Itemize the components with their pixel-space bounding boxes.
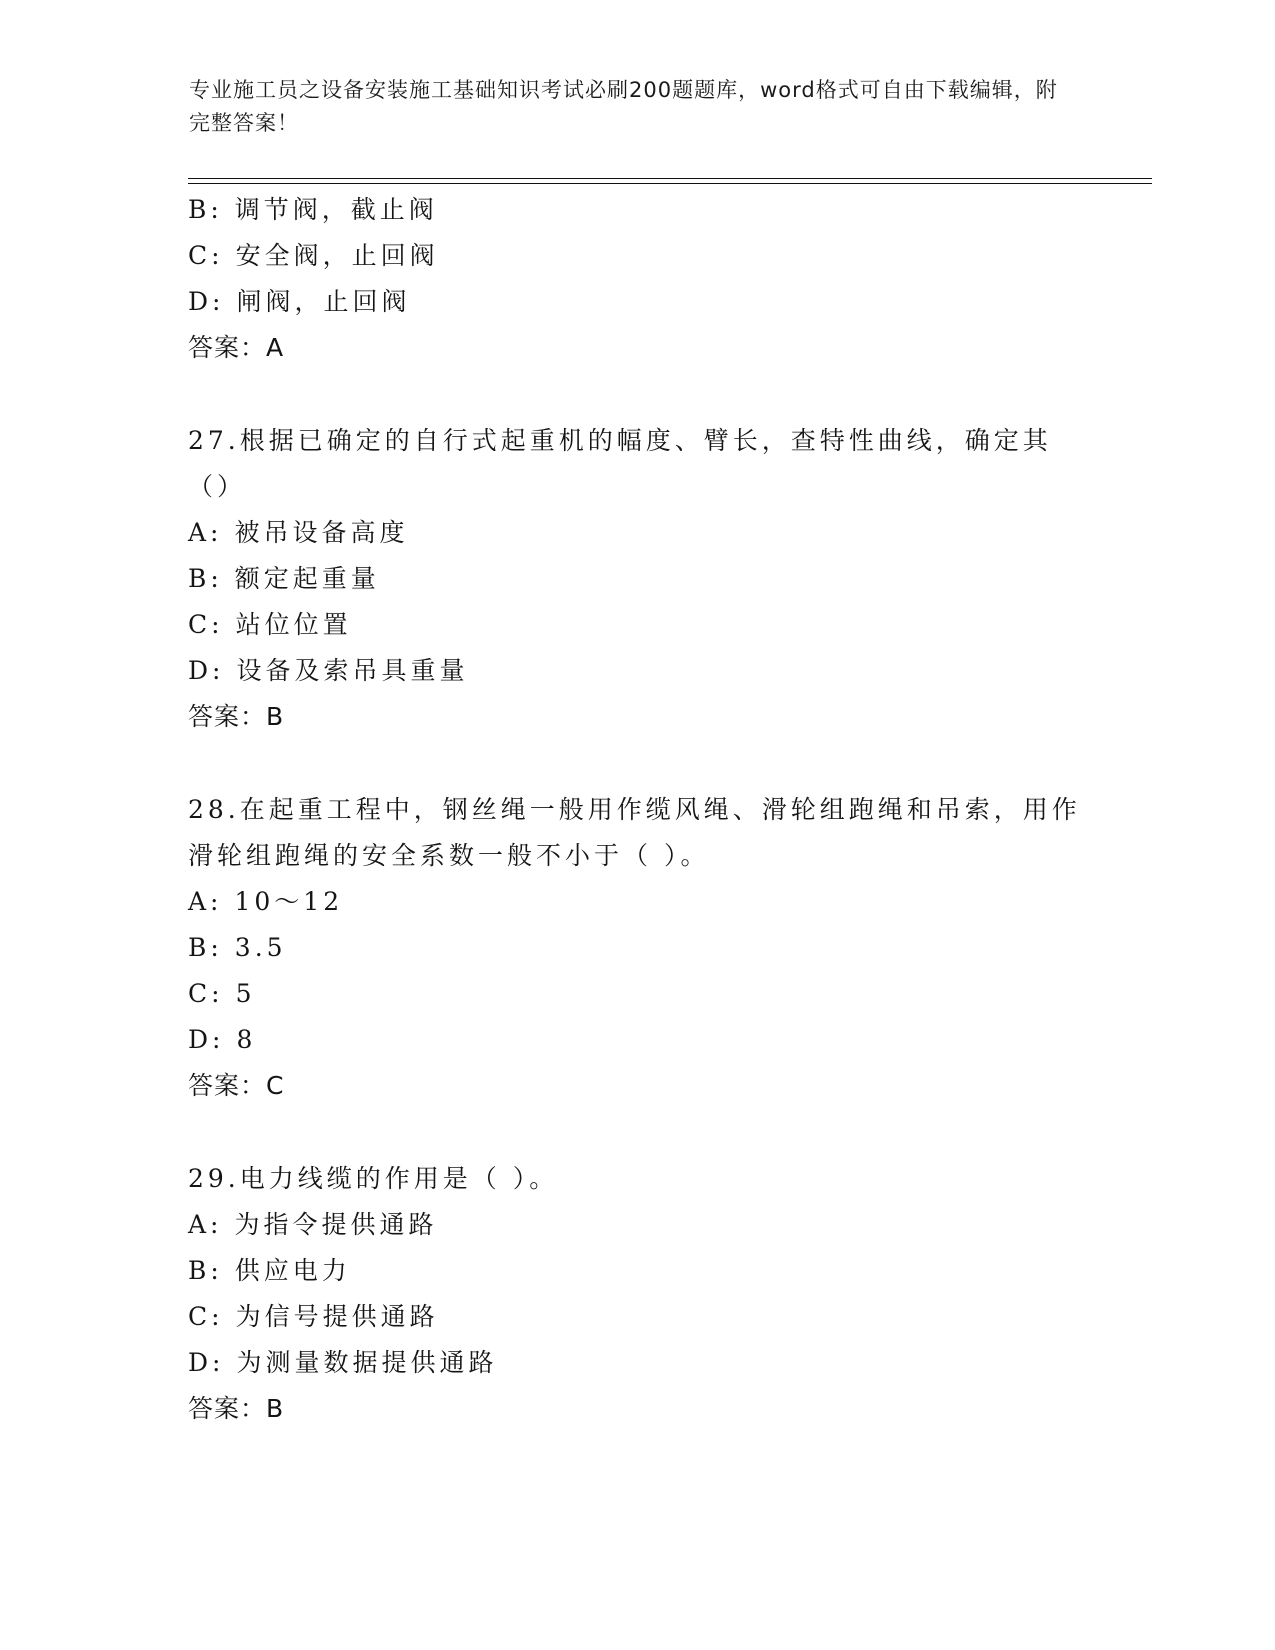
header-divider-bottom (188, 183, 1152, 184)
option-key: B: (188, 195, 223, 224)
option-text: 5 (235, 979, 256, 1008)
option-row (188, 1017, 1088, 1063)
question-stem: 29.电力线缆的作用是（ ）。 (188, 1164, 559, 1193)
answer-line: 答案：B (188, 1394, 285, 1423)
header-divider-top (188, 178, 1152, 179)
option-key: A: (188, 518, 223, 547)
option-row (188, 1202, 1088, 1248)
partial-question (188, 187, 1088, 371)
option-text: 为指令提供通路 (234, 1210, 438, 1239)
option-row (188, 233, 1088, 279)
option-text: 安全阀，止回阀 (235, 241, 439, 270)
option-key: A: (188, 1210, 223, 1239)
option-key: C: (188, 1302, 224, 1331)
option-text: 调节阀，截止阀 (234, 195, 438, 224)
question-29 (188, 1156, 1088, 1432)
option-text: 3.5 (234, 933, 287, 962)
option-key: C: (188, 979, 224, 1008)
option-row (188, 971, 1088, 1017)
answer-line: 答案：C (188, 1071, 285, 1100)
question-stem: 28.在起重工程中，钢丝绳一般用作缆风绳、滑轮组跑绳和吊索，用作滑轮组跑绳的安全系数一般不小于（ ）。 (188, 795, 1081, 870)
option-text: 站位位置 (235, 610, 352, 639)
option-key: D: (188, 1348, 225, 1377)
option-text: 额定起重量 (234, 564, 380, 593)
option-text: 8 (236, 1025, 257, 1054)
option-row (188, 1248, 1088, 1294)
option-row (188, 602, 1088, 648)
option-key: D: (188, 656, 225, 685)
answer-line: 答案：B (188, 702, 285, 731)
option-key: A: (188, 887, 223, 916)
question-27 (188, 418, 1088, 740)
question-list (188, 187, 1088, 1432)
option-text: 为信号提供通路 (235, 1302, 439, 1331)
option-row (188, 187, 1088, 233)
option-key: D: (188, 1025, 225, 1054)
option-row (188, 510, 1088, 556)
option-row (188, 1294, 1088, 1340)
option-text: 供应电力 (234, 1256, 351, 1285)
option-key: B: (188, 933, 223, 962)
question-28 (188, 787, 1088, 1109)
option-key: B: (188, 564, 223, 593)
option-row (188, 279, 1088, 325)
answer-line: 答案：A (188, 333, 285, 362)
option-key: C: (188, 610, 224, 639)
option-text: 被吊设备高度 (234, 518, 409, 547)
option-row (188, 648, 1088, 694)
option-key: B: (188, 1256, 223, 1285)
option-text: 10～12 (234, 887, 344, 916)
option-text: 为测量数据提供通路 (236, 1348, 498, 1377)
option-key: C: (188, 241, 224, 270)
option-row (188, 1340, 1088, 1386)
question-stem: 27.根据已确定的自行式起重机的幅度、臂长，查特性曲线，确定其（） (188, 426, 1052, 501)
option-text: 设备及索吊具重量 (236, 656, 469, 685)
document-header-title: 专业施工员之设备安装施工基础知识考试必刷200题题库，word格式可自由下载编辑，附完整答案！ (189, 78, 1058, 135)
option-row (188, 925, 1088, 971)
option-text: 闸阀，止回阀 (236, 287, 411, 316)
option-key: D: (188, 287, 225, 316)
option-row (188, 879, 1088, 925)
option-row (188, 556, 1088, 602)
